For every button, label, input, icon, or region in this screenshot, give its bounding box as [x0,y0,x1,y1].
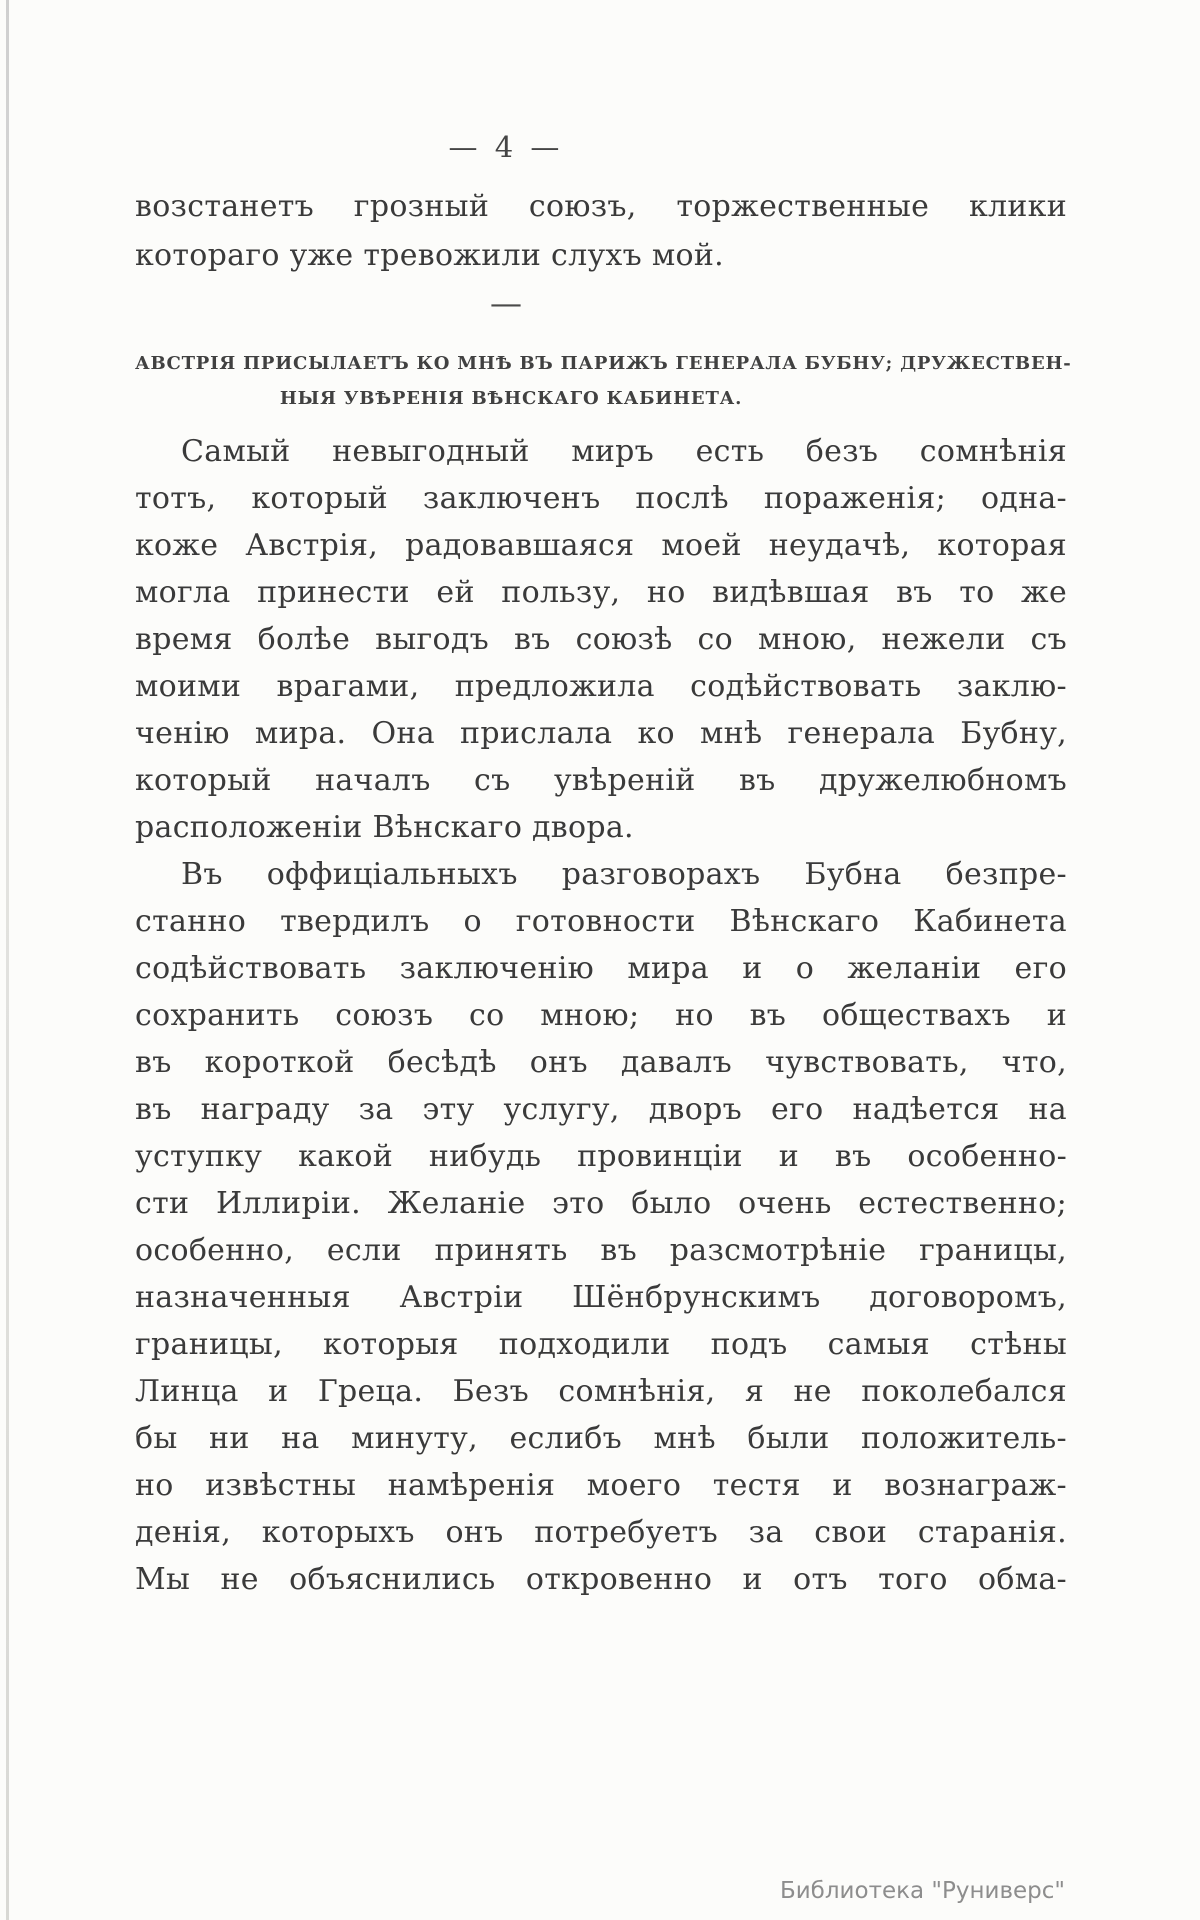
text-line: Мы не объяснились откровенно и отъ того обма- [135,1562,1067,1597]
page-body-text [135,428,1067,1603]
text-line: уступку какой нибудь провинціи и въ особенно- [135,1139,1067,1174]
text-line: коже Австрія, радовавшаяся моей неудачѣ, которая [135,528,1067,563]
text-line: содѣйствовать заключенію мира и о желаніи его [135,951,1067,986]
chapter-heading-line-1: АВСТРІЯ ПРИСЫЛАЕТЪ КО МНѢ ВЪ ПАРИЖЪ ГЕНЕРАЛА БУБНУ; ДРУЖЕСТВЕН- [135,353,1072,374]
text-line: денія, которыхъ онъ потребуетъ за свои старанія. [135,1515,1067,1550]
chapter-heading-line-2: НЫЯ УВѢРЕНІЯ ВѢНСКАГО КАБИНЕТА. [279,388,743,409]
text-line: который началъ съ увѣреній въ дружелюбномъ [135,763,1067,798]
text-line: въ награду за эту услугу, дворъ его надѣется на [135,1092,1067,1127]
text-line: но извѣстны намѣренія моего тестя и вознаграж- [135,1468,1067,1503]
text-line: Самый невыгодный миръ есть безъ сомнѣнія [181,434,1067,469]
text-line: Въ оффиціальныхъ разговорахъ Бубна безпре- [181,857,1067,892]
text-line: моими врагами, предложила содѣйствовать заклю- [135,669,1067,704]
text-line: бы ни на минуту, еслибъ мнѣ были положитель- [135,1421,1067,1456]
page-number: — 4 — [448,130,564,164]
scan-edge-line [6,0,9,1920]
text-line: расположеніи Вѣнскаго двора. [135,810,634,845]
text-line: тотъ, который заключенъ послѣ пораженія; одна- [135,481,1067,516]
library-watermark: Библиотека "Руниверс" [779,1878,1065,1904]
text-line: время болѣе выгодъ въ союзѣ со мною, нежели съ [135,622,1067,657]
text-line: границы, которыя подходили подъ самыя стѣны [135,1327,1067,1362]
text-line: станно твердилъ о готовности Вѣнскаго Кабинета [135,904,1067,939]
text-line: ченію мира. Она прислала ко мнѣ генерала Бубну, [135,716,1067,751]
text-line: котораго уже тревожили слухъ мой. [135,238,724,273]
text-line: назначенныя Австріи Шёнбрунскимъ договоромъ, [135,1280,1067,1315]
text-line: сти Иллиріи. Желаніе это было очень естественно; [135,1186,1067,1221]
body-paragraph-2 [135,851,1067,1603]
text-line: въ короткой бесѣдѣ онъ давалъ чувствовать, что, [135,1045,1067,1080]
body-paragraph-1 [135,428,1067,851]
text-line: Линца и Греца. Безъ сомнѣнія, я не поколебался [135,1374,1067,1409]
text-line: могла принести ей пользу, но видѣвшая въ то же [135,575,1067,610]
section-divider: — [490,284,522,322]
text-line: возстанетъ грозный союзъ, торжественные клики [135,189,1067,224]
text-line: особенно, если принять въ разсмотрѣніе границы, [135,1233,1067,1268]
chapter-heading [135,346,1072,416]
continuation-paragraph [135,182,1067,280]
text-line: сохранить союзъ со мною; но въ обществахъ и [135,998,1067,1033]
